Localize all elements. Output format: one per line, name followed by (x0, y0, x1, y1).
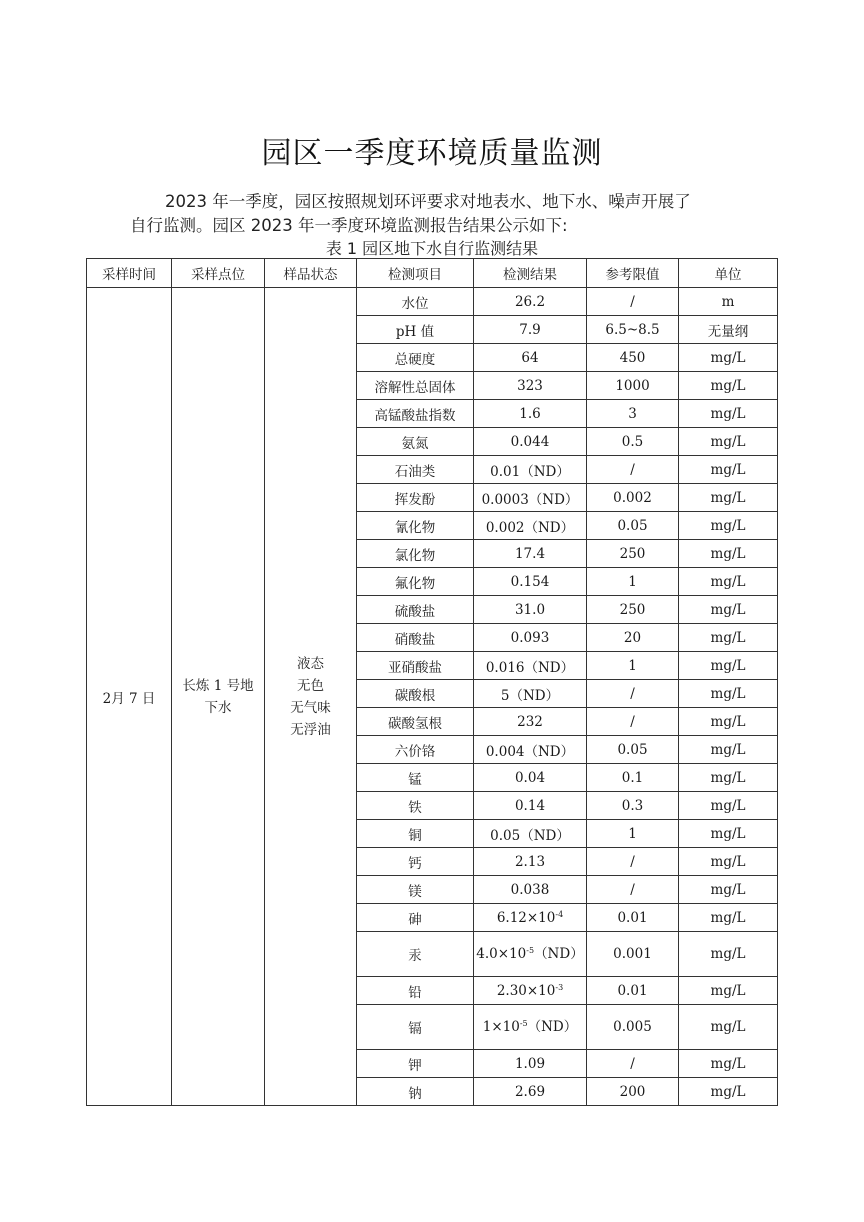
reference-limit-cell: 1 (587, 568, 679, 596)
reference-limit-cell: / (587, 876, 679, 904)
test-item-cell: 汞 (357, 932, 474, 977)
sample-state-line: 无气味 (290, 699, 331, 716)
unit-cell: mg/L (679, 652, 778, 680)
intro-paragraph (130, 190, 750, 238)
test-item-cell: 氟化物 (357, 568, 474, 596)
sample-state-cell (265, 288, 357, 1106)
unit-cell: mg/L (679, 1005, 778, 1050)
unit-cell: mg/L (679, 344, 778, 372)
result-nd-flag: （ND） (527, 1019, 578, 1035)
reference-limit-cell: 1 (587, 820, 679, 848)
test-result-cell: 0.04 (474, 764, 587, 792)
reference-limit-cell: 0.005 (587, 1005, 679, 1050)
unit-cell: m (679, 288, 778, 316)
reference-limit-cell: / (587, 708, 679, 736)
reference-limit-cell: 250 (587, 540, 679, 568)
test-result-cell: 2.13 (474, 848, 587, 876)
reference-limit-cell: 6.5~8.5 (587, 316, 679, 344)
table-header-row (87, 259, 778, 288)
test-result-cell (474, 932, 587, 977)
test-item-cell: 砷 (357, 904, 474, 932)
reference-limit-cell: 0.01 (587, 904, 679, 932)
unit-cell: mg/L (679, 736, 778, 764)
test-result-cell: 26.2 (474, 288, 587, 316)
sampling-site-line: 下水 (204, 699, 232, 716)
unit-cell: mg/L (679, 977, 778, 1005)
reference-limit-cell: 200 (587, 1078, 679, 1106)
test-result-cell (474, 1005, 587, 1050)
test-result-cell: 17.4 (474, 540, 587, 568)
reference-limit-cell: 0.05 (587, 512, 679, 540)
test-item-cell: 氰化物 (357, 512, 474, 540)
test-result-cell: 5（ND） (474, 680, 587, 708)
test-result-cell: 64 (474, 344, 587, 372)
test-item-cell: 挥发酚 (357, 484, 474, 512)
unit-cell: mg/L (679, 540, 778, 568)
test-result-cell: 0.002（ND） (474, 512, 587, 540)
header-test-item: 检测项目 (357, 259, 474, 288)
unit-cell: mg/L (679, 848, 778, 876)
unit-cell: mg/L (679, 876, 778, 904)
test-item-cell: 水位 (357, 288, 474, 316)
sampling-site-cell (172, 288, 265, 1106)
table-row (87, 288, 778, 316)
test-item-cell: 亚硝酸盐 (357, 652, 474, 680)
sample-state-line: 无浮油 (290, 721, 331, 738)
reference-limit-cell: 0.5 (587, 428, 679, 456)
header-test-result: 检测结果 (474, 259, 587, 288)
test-item-cell: 硫酸盐 (357, 596, 474, 624)
reference-limit-cell: / (587, 456, 679, 484)
unit-cell: mg/L (679, 708, 778, 736)
header-reference-limit: 参考限值 (587, 259, 679, 288)
test-result-cell: 2.69 (474, 1078, 587, 1106)
reference-limit-cell: 0.1 (587, 764, 679, 792)
reference-limit-cell: / (587, 680, 679, 708)
test-item-cell: 碳酸氢根 (357, 708, 474, 736)
intro-line-1: 2023 年一季度，园区按照规划环评要求对地表水、地下水、噪声开展了 (165, 192, 691, 211)
test-item-cell: 高锰酸盐指数 (357, 400, 474, 428)
test-result-cell: 232 (474, 708, 587, 736)
test-item-cell: 铁 (357, 792, 474, 820)
test-result-cell: 323 (474, 372, 587, 400)
result-exponent: -5 (526, 946, 535, 955)
test-result-cell: 0.0003（ND） (474, 484, 587, 512)
reference-limit-cell: / (587, 1050, 679, 1078)
test-result-cell: 0.154 (474, 568, 587, 596)
test-result-cell: 0.004（ND） (474, 736, 587, 764)
test-result-cell: 31.0 (474, 596, 587, 624)
unit-cell: mg/L (679, 680, 778, 708)
test-item-cell: 镉 (357, 1005, 474, 1050)
test-item-cell: 氯化物 (357, 540, 474, 568)
result-mantissa: 2.30×10 (496, 982, 556, 999)
test-item-cell: 钙 (357, 848, 474, 876)
test-item-cell: 铅 (357, 977, 474, 1005)
test-result-cell: 0.05（ND） (474, 820, 587, 848)
sampling-time-cell: 2月 7 日 (87, 288, 172, 1106)
test-result-cell (474, 977, 587, 1005)
header-unit: 单位 (679, 259, 778, 288)
test-item-cell: 碳酸根 (357, 680, 474, 708)
reference-limit-cell: / (587, 848, 679, 876)
test-result-cell: 1.6 (474, 400, 587, 428)
unit-cell: mg/L (679, 512, 778, 540)
table-caption: 表 1 园区地下水自行监测结果 (325, 239, 539, 258)
test-result-cell: 0.016（ND） (474, 652, 587, 680)
result-exponent: -4 (555, 909, 564, 919)
unit-cell: mg/L (679, 484, 778, 512)
result-mantissa: 6.12×10 (496, 909, 556, 926)
unit-cell: mg/L (679, 904, 778, 932)
test-result-cell: 0.01（ND） (474, 456, 587, 484)
unit-cell: mg/L (679, 372, 778, 400)
test-item-cell: 总硬度 (357, 344, 474, 372)
reference-limit-cell: 250 (587, 596, 679, 624)
test-item-cell: 硝酸盐 (357, 624, 474, 652)
unit-cell: mg/L (679, 596, 778, 624)
result-mantissa: 1×10 (482, 1019, 520, 1035)
reference-limit-cell: 0.001 (587, 932, 679, 977)
test-item-cell: 六价铬 (357, 736, 474, 764)
reference-limit-cell: 1000 (587, 372, 679, 400)
unit-cell: 无量纲 (679, 316, 778, 344)
unit-cell: mg/L (679, 568, 778, 596)
test-item-cell: 铜 (357, 820, 474, 848)
result-exponent: -5 (519, 1019, 528, 1028)
test-result-cell: 0.14 (474, 792, 587, 820)
test-result-cell (474, 904, 587, 932)
unit-cell: mg/L (679, 820, 778, 848)
test-item-cell: 溶解性总固体 (357, 372, 474, 400)
reference-limit-cell: 0.01 (587, 977, 679, 1005)
groundwater-results-table (86, 258, 778, 1106)
unit-cell: mg/L (679, 764, 778, 792)
test-result-cell: 0.044 (474, 428, 587, 456)
test-result-cell: 1.09 (474, 1050, 587, 1078)
reference-limit-cell: 1 (587, 652, 679, 680)
test-item-cell: 镁 (357, 876, 474, 904)
test-result-cell: 0.093 (474, 624, 587, 652)
unit-cell: mg/L (679, 428, 778, 456)
reference-limit-cell: 0.3 (587, 792, 679, 820)
test-item-cell: 钠 (357, 1078, 474, 1106)
reference-limit-cell: 450 (587, 344, 679, 372)
unit-cell: mg/L (679, 624, 778, 652)
unit-cell: mg/L (679, 400, 778, 428)
sampling-site-line: 长炼 1 号地 (182, 677, 254, 694)
unit-cell: mg/L (679, 456, 778, 484)
page-title: 园区一季度环境质量监测 (261, 136, 603, 171)
sample-state-line: 无色 (297, 677, 324, 694)
intro-line-2: 自行监测。园区 2023 年一季度环境监测报告结果公示如下: (130, 216, 568, 235)
test-item-cell: pH 值 (357, 316, 474, 344)
reference-limit-cell: 0.002 (587, 484, 679, 512)
unit-cell: mg/L (679, 1078, 778, 1106)
result-exponent: -3 (555, 982, 564, 992)
result-nd-flag: （ND） (534, 946, 584, 962)
test-result-cell: 0.038 (474, 876, 587, 904)
sample-state-line: 液态 (297, 655, 324, 672)
unit-cell: mg/L (679, 792, 778, 820)
reference-limit-cell: / (587, 288, 679, 316)
test-item-cell: 石油类 (357, 456, 474, 484)
header-sampling-site: 采样点位 (172, 259, 265, 288)
header-sample-state: 样品状态 (265, 259, 357, 288)
reference-limit-cell: 0.05 (587, 736, 679, 764)
unit-cell: mg/L (679, 1050, 778, 1078)
result-mantissa: 4.0×10 (476, 946, 527, 962)
unit-cell: mg/L (679, 932, 778, 977)
test-item-cell: 钾 (357, 1050, 474, 1078)
reference-limit-cell: 3 (587, 400, 679, 428)
header-sampling-time: 采样时间 (87, 259, 172, 288)
reference-limit-cell: 20 (587, 624, 679, 652)
test-item-cell: 锰 (357, 764, 474, 792)
test-item-cell: 氨氮 (357, 428, 474, 456)
test-result-cell: 7.9 (474, 316, 587, 344)
